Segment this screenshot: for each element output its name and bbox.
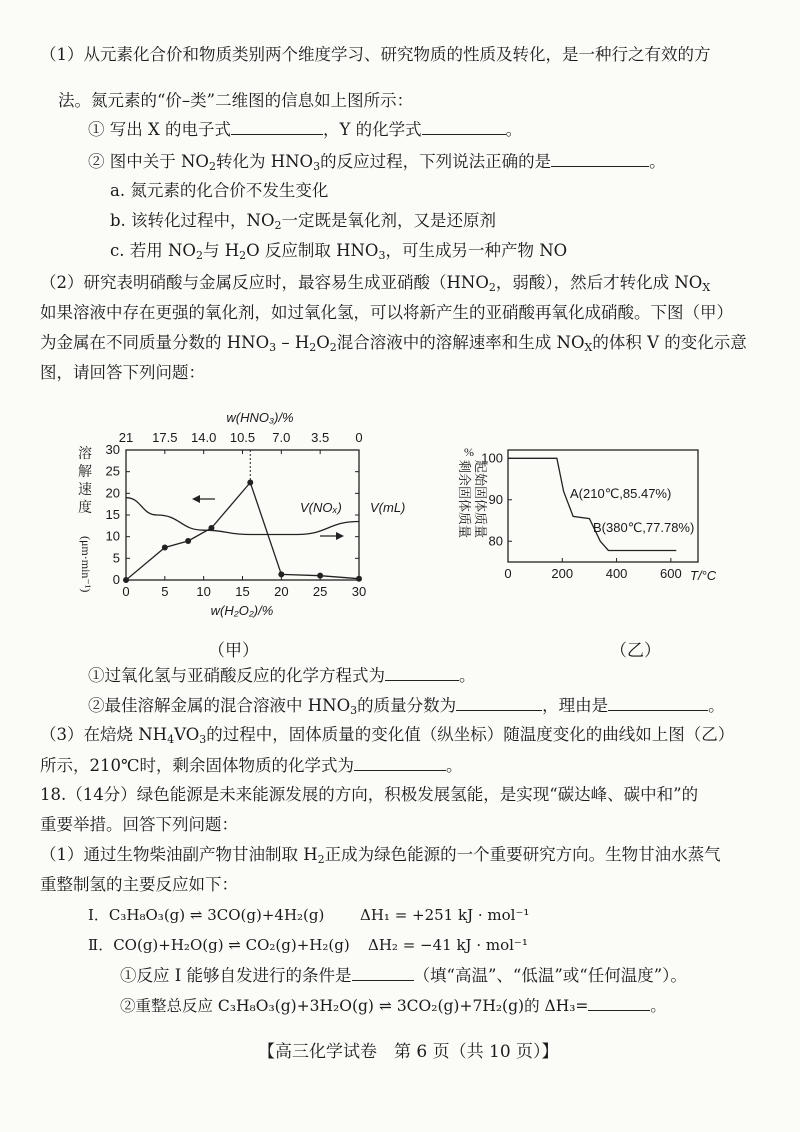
chart-jia-right-label: V(mL): [370, 500, 406, 515]
y-tick-label: 30: [105, 442, 120, 457]
chart-yi-ylabel-1: 剩余固体质量: [457, 460, 472, 539]
p1-line1: （1）从元素化合价和物质类别两个维度学习、研究物质的性质及转化，是一种行之有效的方: [40, 45, 711, 64]
chart-yi-xlabel: T/°C: [690, 568, 717, 583]
p1-option-c: c. 若用 $NO_2$与 $H_2O$ 反应制取 $HNO_3$，可生成另一种产物 NO: [110, 241, 568, 262]
chart-jia: [70, 400, 430, 640]
q18-line4: 重整制氢的主要反应如下：: [40, 875, 238, 894]
top-tick-label: 14.0: [191, 430, 217, 445]
q18-line2: 重要举措。回答下列问题：: [40, 815, 238, 834]
chart-jia-top-xlabel: w(HNO₃)/%: [226, 410, 294, 425]
p2-line4: 图，请回答下列问题：: [40, 363, 205, 382]
x-tick-label: 400: [605, 566, 628, 581]
page-footer: 【高三化学试卷 第 6 页（共 10 页）】: [258, 1042, 559, 1062]
p2-line2: 如果溶液中存在更强的氧化剂，如过氧化氢，可以将新产生的亚硝酸再氧化成硝酸。下图（甲）: [40, 303, 733, 322]
arrow-left-icon: [192, 495, 215, 503]
y-tick-label: 15: [105, 507, 120, 522]
x-tick-label: 600: [660, 566, 682, 581]
y-tick-label: 10: [105, 528, 120, 544]
top-tick-label: 0: [355, 430, 363, 445]
arrow-right-icon: [320, 532, 344, 540]
chart-yi-ylabel-percent: %: [464, 445, 474, 459]
chart-yi-caption: （乙）: [610, 641, 661, 661]
rate-point: [123, 577, 129, 583]
top-tick-label: 17.5: [152, 430, 178, 445]
y-tick-label: 100: [481, 450, 503, 466]
point-a-label: A(210℃,85.47%): [570, 486, 672, 501]
y-tick-label: 0: [112, 572, 120, 587]
x-tick-label: 0: [122, 584, 130, 599]
y-tick-label: 20: [105, 485, 120, 501]
x-tick-label: 15: [235, 584, 250, 599]
top-tick-label: 21: [118, 430, 134, 445]
p1-line2: 法。氮元素的“价–类”二维图的信息如上图所示：: [58, 91, 414, 110]
rate-point: [162, 545, 168, 551]
top-tick-label: 10.5: [229, 430, 256, 445]
p1-q2-answer-blank[interactable]: [551, 150, 649, 167]
x-electron-formula-blank[interactable]: [231, 118, 323, 135]
p1-option-b: b. 该转化过程中，$NO_2$一定既是氧化剂，又是还原剂: [110, 211, 497, 232]
p1-question1: ① 写出 X 的电子式 ，Y 的化学式 。: [88, 120, 523, 139]
chart-yi-ylabel-2: 起始固体质量: [473, 460, 488, 539]
x-tick-label: 0: [504, 566, 512, 581]
condition-blank[interactable]: [352, 964, 414, 981]
chart-jia-ylabel: 溶解速度: [78, 447, 92, 516]
reaction-2-enthalpy: ΔH₂ = −41 kJ · mol⁻¹: [368, 936, 528, 954]
reaction-2: Ⅱ．CO(g)+H₂O(g) ⇌ CO₂(g)+H₂(g): [88, 936, 350, 954]
p2-line1: （2）研究表明硝酸与金属反应时，最容易生成亚硝酸（$HNO_2$，弱酸），然后才转化成 $NO_X$: [40, 273, 711, 294]
chart-yi: [438, 438, 738, 588]
rate-point: [247, 480, 253, 486]
p2-line3: 为金属在不同质量分数的 $HNO_3 - H_2O_2$混合溶液中的溶解速率和生成 $NO_X$的体积 V 的变化示意: [40, 333, 747, 354]
x-tick-label: 10: [196, 584, 211, 599]
reaction-1-enthalpy: ΔH₁ = +251 kJ · mol⁻¹: [360, 906, 530, 924]
chart-jia-yunit: (μm·min⁻¹): [79, 536, 93, 593]
x-tick-label: 25: [312, 584, 328, 599]
chart-jia-caption: （甲）: [208, 641, 259, 661]
mass-fraction-blank[interactable]: [456, 694, 542, 711]
p1-question2: ② 图中关于 $NO_2$转化为 $HNO_3$的反应过程，下列说法正确的是 。: [88, 152, 666, 173]
solid-formula-blank[interactable]: [354, 754, 446, 771]
chart-jia-nox-label: V(NOₓ): [300, 500, 342, 515]
rate-point: [185, 538, 191, 544]
y-tick-label: 80: [488, 533, 503, 549]
x-tick-label: 5: [161, 584, 169, 599]
p1-option-a: a. 氮元素的化合价不发生变化: [110, 181, 329, 200]
chart-jia-xlabel: w(H₂O₂)/%: [210, 603, 274, 618]
series-dissolve-rate: [126, 483, 359, 581]
point-b-label: B(380℃,77.78%): [593, 520, 695, 535]
rate-point: [208, 525, 214, 531]
top-tick-label: 7.0: [272, 430, 291, 445]
reaction-1: Ⅰ．C₃H₈O₃(g) ⇌ 3CO(g)+4H₂(g): [88, 906, 325, 924]
series-mass-fraction: [508, 458, 676, 550]
y-tick-label: 5: [112, 550, 120, 566]
q18-line1: 18.（14分）绿色能源是未来能源发展的方向，积极发展氢能，是实现“碳达峰、碳中和”的: [40, 785, 699, 804]
p3-line1: （3）在焙烧 $NH_4VO_3$的过程中，固体质量的变化值（纵坐标）随温度变化的曲线如上图（乙）: [40, 725, 735, 746]
q18-question2: ②重整总反应 C₃H₈O₃(g)+3H₂O(g) ⇌ 3CO₂(g)+7H₂(g)的 ΔH₃= 。: [120, 994, 666, 1017]
p3-line2: 所示，210℃时，剩余固体物质的化学式为 。: [40, 756, 463, 775]
rate-point: [278, 571, 284, 577]
equation-blank[interactable]: [385, 664, 459, 681]
x-tick-label: 200: [551, 566, 574, 581]
reason-blank[interactable]: [608, 694, 708, 711]
y-formula-blank[interactable]: [422, 118, 506, 135]
top-tick-label: 3.5: [311, 430, 330, 445]
x-tick-label: 30: [351, 584, 367, 599]
q18-line3: （1）通过生物柴油副产物甘油制取 $H_2$正成为绿色能源的一个重要研究方向。生物甘油水蒸气: [40, 845, 721, 866]
delta-h3-blank[interactable]: [588, 994, 650, 1011]
rate-point: [356, 576, 362, 582]
p2-question1: ①过氧化氢与亚硝酸反应的化学方程式为 。: [88, 666, 476, 685]
x-tick-label: 20: [274, 584, 289, 599]
p2-question2: ②最佳溶解金属的混合溶液中 $HNO_3$的质量分数为 ，理由是 。: [88, 696, 725, 717]
y-tick-label: 25: [105, 463, 120, 479]
y-tick-label: 90: [488, 491, 503, 507]
rate-point: [317, 573, 323, 579]
q18-question1: ①反应 I 能够自发进行的条件是 （填“高温”、“低温”或“任何温度”）。: [120, 966, 687, 985]
